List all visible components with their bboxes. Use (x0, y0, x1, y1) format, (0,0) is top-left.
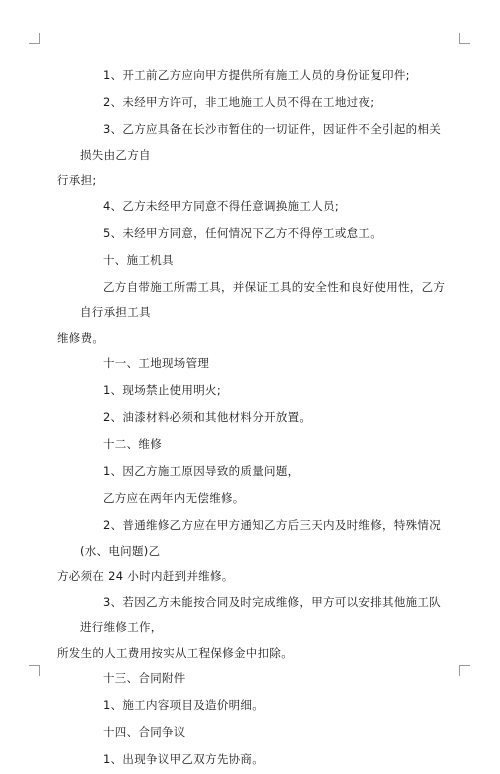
paragraph-2: 2、未经甲方许可，非工地施工人员不得在工地过夜; (103, 95, 375, 109)
section-heading-12: 十二、维修 (103, 437, 162, 451)
document-body (57, 63, 446, 774)
paragraph-1: 1、开工前乙方应向甲方提供所有施工人员的身份证复印件; (103, 68, 410, 82)
paragraph-repair-3: 3、若因乙方未能按合同及时完成维修，甲方可以安排其他施工队进行维修工作， (80, 594, 442, 634)
crop-mark-bottom-right (459, 665, 470, 676)
paragraph-dispute-1: 1、出现争议甲乙双方先协商。 (103, 752, 265, 766)
paragraph-4: 4、乙方未经甲方同意不得任意调换施工人员; (103, 198, 339, 213)
crop-mark-top-left (29, 33, 40, 44)
paragraph-repair-2-continuation: 方必须在 24 小时内赶到并维修。 (57, 569, 234, 583)
paragraph-5: 5、未经甲方同意，任何情况下乙方不得停工或怠工。 (103, 225, 383, 240)
paragraph-site-2: 2、油漆材料必须和其他材料分开放置。 (103, 410, 312, 424)
paragraph-3: 3、乙方应具备在长沙市暂住的一切证件，因证件不全引起的相关损失由乙方自 (80, 122, 442, 162)
paragraph-3-continuation: 行承担; (57, 173, 97, 187)
paragraph-attachment-1: 1、施工内容项目及造价明细。 (103, 698, 265, 712)
paragraph-tools: 乙方自带施工所需工具，并保证工具的安全性和良好使用性，乙方自行承担工具 (80, 279, 446, 319)
section-heading-10: 十、施工机具 (103, 252, 174, 267)
paragraph-repair-1: 1、因乙方施工原因导致的质量问题， (103, 464, 300, 478)
crop-mark-top-right (459, 33, 470, 44)
section-heading-14: 十四、合同争议 (103, 725, 186, 739)
section-heading-13: 十三、合同附件 (103, 671, 186, 685)
paragraph-tools-continuation: 维修费。 (57, 330, 105, 345)
crop-mark-bottom-left (29, 665, 40, 676)
section-heading-11: 十一、工地现场管理 (103, 356, 210, 370)
paragraph-repair-3-continuation: 所发生的人工费用按实从工程保修金中扣除。 (57, 645, 293, 660)
paragraph-site-1: 1、现场禁止使用明火; (103, 383, 221, 397)
paragraph-repair-1b: 乙方应在两年内无偿维修。 (103, 491, 245, 505)
paragraph-repair-2: 2、普通维修乙方应在甲方通知乙方后三天内及时维修，特殊情况(水、电问题)乙 (80, 518, 442, 558)
